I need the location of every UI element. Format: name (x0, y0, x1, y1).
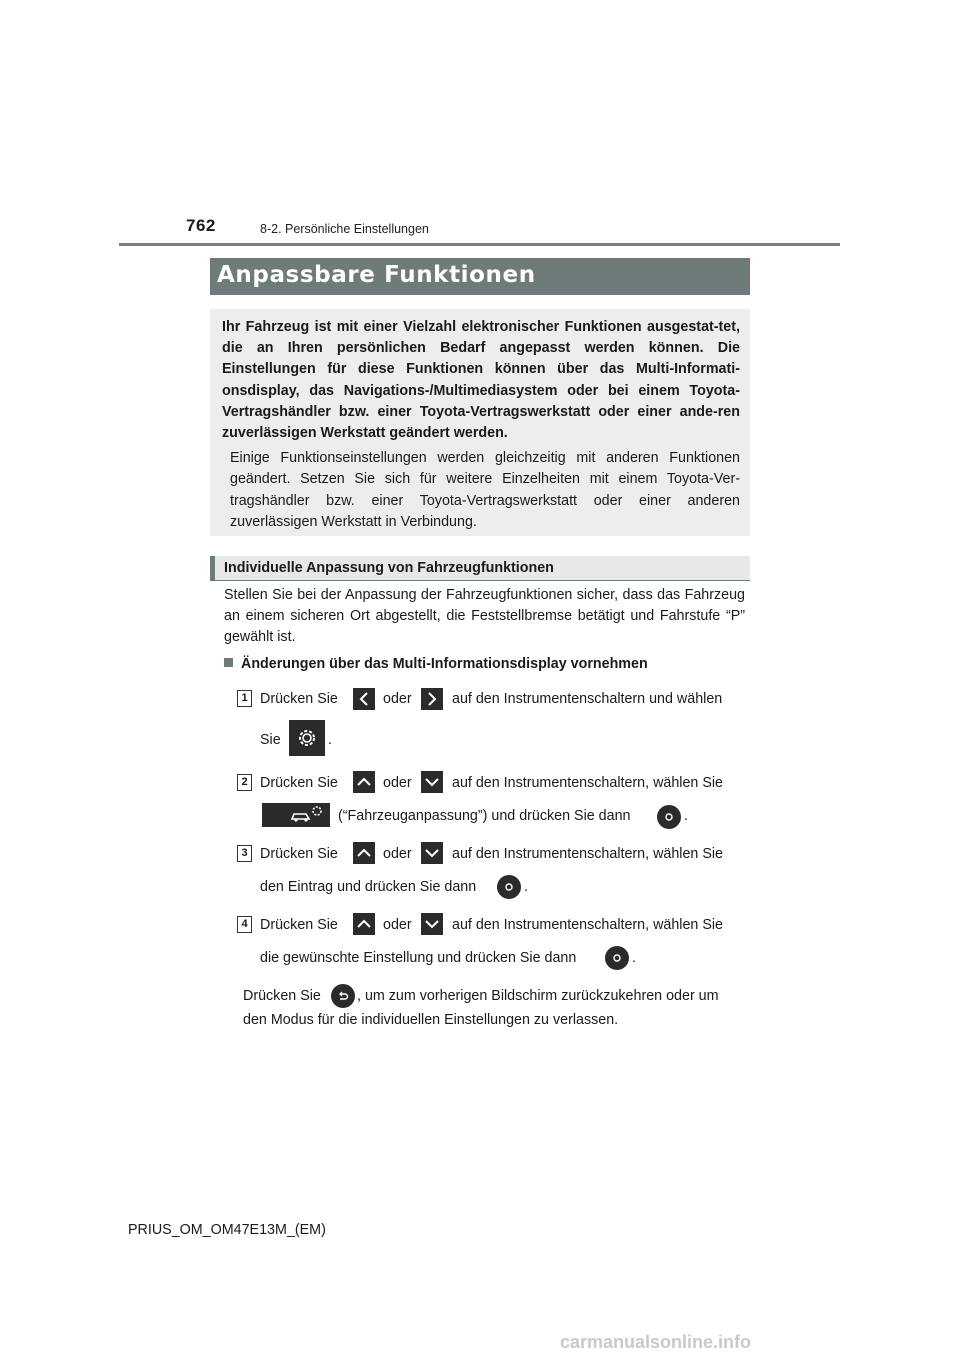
enter-button-icon (605, 946, 629, 970)
step3-text-e: . (524, 879, 528, 895)
step1-text-d: Sie (260, 732, 281, 748)
page-number: 762 (186, 216, 216, 235)
step3-text-d: den Eintrag und drücken Sie dann (260, 879, 477, 895)
step4-text-e: . (632, 950, 636, 966)
step1-text-c: auf den Instrumentenschaltern und wählen (452, 691, 723, 707)
step3-text-c: auf den Instrumentenschaltern, wählen Sie (452, 846, 724, 862)
subheading-underline (210, 580, 750, 581)
back-note-b: , um zum vorherigen Bildschirm zurückzukehren oder um (357, 988, 719, 1004)
back-note-c: den Modus für die individuellen Einstellungen zu verlassen. (243, 1012, 619, 1028)
step-badge-4: 4 (237, 916, 252, 933)
watermark: carmanualsonline.info (560, 1332, 752, 1352)
page-title-bar (210, 258, 750, 295)
back-button-icon (331, 984, 355, 1008)
header-rule (119, 243, 840, 246)
chevron-up-icon (353, 913, 375, 935)
vehicle-settings-icon (262, 803, 330, 827)
intro-text: Ihr Fahrzeug ist mit einer Vielzahl elektronischer Funktionen ausgestat-tet, die an Ihren persönlichen Bedarf angepasst werden können. Die Einstellungen für diese Funktionen können über das Multi-Informati-onsdisplay, das Navigations-/Multimediasystem oder bei einem Toyota-Vertragshändler bzw. einer Toyota-Vertragswerkstatt oder einer ande-ren zuverlässigen Werkstatt geändert werden. (222, 319, 740, 442)
step-badge-3: 3 (237, 845, 252, 862)
step2-text-a: Drücken Sie (260, 775, 338, 791)
step4-text-b: oder (383, 917, 412, 933)
chevron-left-icon (353, 688, 375, 710)
step-badge-2: 2 (237, 774, 252, 791)
step1-text-b: oder (383, 691, 412, 707)
step4-text-c: auf den Instrumentenschaltern, wählen Sie (452, 917, 724, 933)
step1-text-a: Drücken Sie (260, 691, 338, 707)
subheading: Individuelle Anpassung von Fahrzeugfunktionen (224, 560, 554, 576)
chevron-up-icon (353, 771, 375, 793)
chevron-up-icon (353, 842, 375, 864)
step3-text-b: oder (383, 846, 412, 862)
step2-text-c: auf den Instrumentenschaltern, wählen Sie (452, 775, 724, 791)
step2-text-e: . (684, 808, 688, 824)
subheading-bar (210, 556, 750, 581)
intro-note: Einige Funktionseinstellungen werden gleichzeitig mit anderen Funktionen geändert. Setzen Sie sich für weitere Einzelheiten mit einem Toyota-Ver-tragshändler bzw. einer Toyota-Vertragswerkstatt oder einer anderen zuverlässigen Werkstatt in Verbindung. (230, 450, 740, 530)
enter-button-icon (657, 805, 681, 829)
step4-text-a: Drücken Sie (260, 917, 338, 933)
step4-text-d: die gewünschte Einstellung und drücken Sie dann (260, 950, 577, 966)
chevron-down-icon (421, 913, 443, 935)
step1-text-e: . (328, 732, 332, 748)
page-title: Anpassbare Funktionen (217, 262, 536, 288)
step-badge-1: 1 (237, 690, 252, 707)
intro-box (210, 309, 750, 536)
chevron-right-icon (421, 688, 443, 710)
bullet-square-icon (224, 658, 233, 667)
chevron-down-icon (421, 842, 443, 864)
body-paragraph: Stellen Sie bei der Anpassung der Fahrzeugfunktionen sicher, dass das Fahrzeug an einem sicheren Ort abgestellt, die Feststellbremse betätigt und Fahrstufe “P” gewählt ist. (224, 587, 745, 646)
settings-gear-icon (289, 720, 325, 756)
subheading-accent (210, 556, 215, 581)
chevron-down-icon (421, 771, 443, 793)
step2-text-d: (“Fahrzeuganpassung”) und drücken Sie dann (338, 808, 631, 824)
step2-text-b: oder (383, 775, 412, 791)
footer-code: PRIUS_OM_OM47E13M_(EM) (128, 1222, 326, 1238)
enter-button-icon (497, 875, 521, 899)
bullet-heading-text: Änderungen über das Multi-Informationsdisplay vornehmen (241, 656, 648, 672)
section-path: 8-2. Persönliche Einstellungen (260, 222, 429, 236)
bullet-heading (224, 656, 648, 672)
step3-text-a: Drücken Sie (260, 846, 338, 862)
back-note-a: Drücken Sie (243, 988, 321, 1004)
